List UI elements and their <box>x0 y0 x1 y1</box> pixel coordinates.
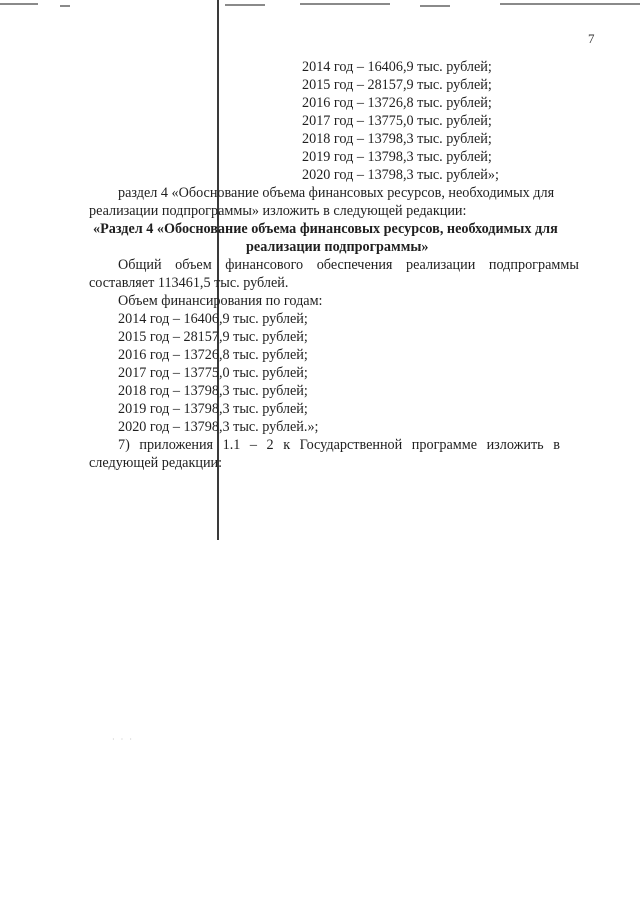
list-item: 2014 год – 16406,9 тыс. рублей; <box>302 59 492 75</box>
list-item: 2019 год – 13798,3 тыс. рублей; <box>118 401 308 417</box>
list-item: 2020 год – 13798,3 тыс. рублей.»; <box>118 419 319 435</box>
list-item: 2015 год – 28157,9 тыс. рублей; <box>302 77 492 93</box>
paragraph-line: следующей редакции: <box>89 455 223 471</box>
paragraph-line: составляет 113461,5 тыс. рублей. <box>89 275 289 291</box>
list-item: 2020 год – 13798,3 тыс. рублей»; <box>302 167 499 183</box>
list-item: 2016 год – 13726,8 тыс. рублей; <box>302 95 492 111</box>
list-item: 2017 год – 13775,0 тыс. рублей; <box>118 365 308 381</box>
list-item: 2018 год – 13798,3 тыс. рублей; <box>118 383 308 399</box>
list-item: 2014 год – 16406,9 тыс. рублей; <box>118 311 308 327</box>
scan-edge-artifacts <box>0 0 640 10</box>
page-number: 7 <box>588 31 595 46</box>
paragraph-line: Общий объем финансового обеспечения реализации подпрограммы <box>118 257 579 273</box>
list-item: 2017 год – 13775,0 тыс. рублей; <box>302 113 492 129</box>
scan-specks: · · · <box>112 735 134 744</box>
funding-by-years-label: Объем финансирования по годам: <box>118 293 323 309</box>
heading-line: «Раздел 4 «Обоснование объема финансовых ресурсов, необходимых для <box>93 221 558 237</box>
paragraph-line: 7) приложения 1.1 – 2 к Государственной программе изложить в <box>118 437 560 453</box>
list-item: 2015 год – 28157,9 тыс. рублей; <box>118 329 308 345</box>
paragraph-line: раздел 4 «Обоснование объема финансовых ресурсов, необходимых для <box>118 185 555 201</box>
list-item: 2016 год – 13726,8 тыс. рублей; <box>118 347 308 363</box>
heading-line: реализации подпрограммы» <box>246 239 429 255</box>
paragraph-line: реализации подпрограммы» изложить в следующей редакции: <box>89 203 467 219</box>
list-item: 2018 год – 13798,3 тыс. рублей; <box>302 131 492 147</box>
list-item: 2019 год – 13798,3 тыс. рублей; <box>302 149 492 165</box>
